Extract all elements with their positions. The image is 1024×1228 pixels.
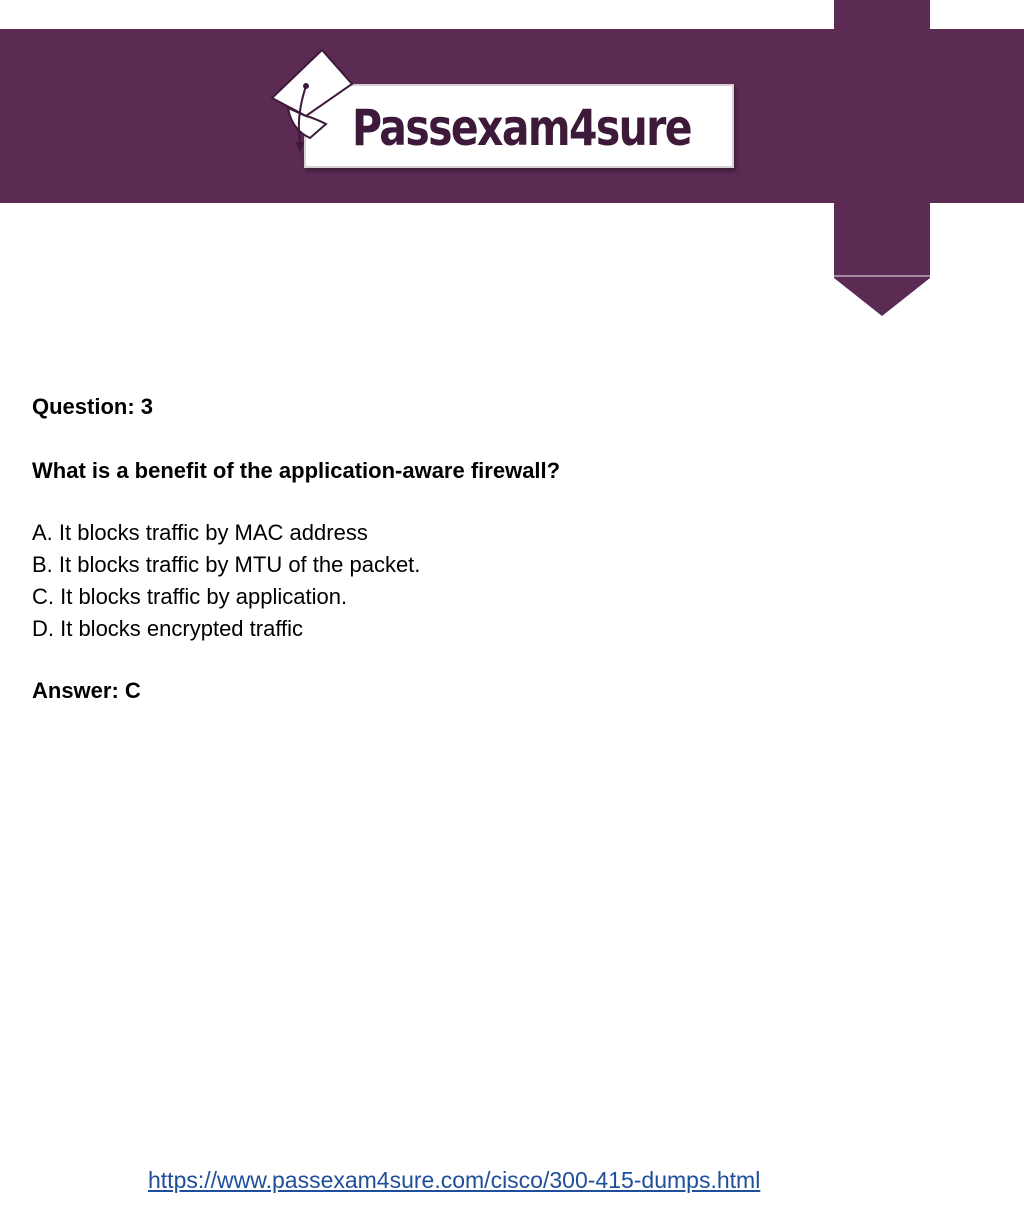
- question-number: Question: 3: [32, 394, 154, 419]
- logo-box: [304, 84, 734, 168]
- dumps-link[interactable]: https://www.passexam4sure.com/cisco/300-415-dumps.html: [148, 1167, 761, 1193]
- question-block: [32, 391, 932, 707]
- answer-label: Answer: C: [32, 678, 141, 703]
- question-text: What is a benefit of the application-aware firewall?: [32, 458, 561, 483]
- logo-text: Passexam4sure: [352, 99, 691, 157]
- option-b: B. It blocks traffic by MTU of the packet.: [32, 552, 421, 577]
- bookmark-ribbon: [834, 0, 930, 316]
- answer-options: [32, 517, 932, 645]
- option-c: C. It blocks traffic by application.: [32, 584, 348, 609]
- option-a: A. It blocks traffic by MAC address: [32, 520, 368, 545]
- brand-logo: [266, 46, 736, 172]
- option-d: D. It blocks encrypted traffic: [32, 616, 304, 641]
- graduation-cap-icon: [266, 46, 362, 156]
